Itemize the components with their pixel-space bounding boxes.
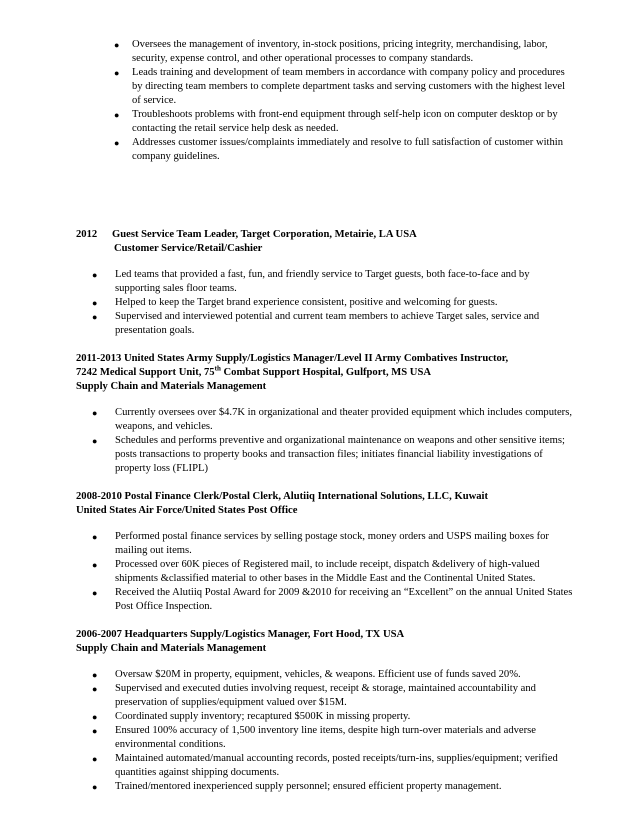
job-year: 2012 (76, 229, 98, 240)
job-section (76, 490, 576, 614)
page-content (76, 36, 576, 794)
job-subtitle: Supply Chain and Materials Management (76, 643, 267, 654)
bullet-list (76, 668, 576, 794)
list-item: ● Trained/mentored inexperienced supply personnel; ensured efficient property management. (92, 781, 502, 792)
bullet-icon: ● (92, 270, 98, 280)
bullet-icon: ● (92, 754, 98, 764)
list-item: ● Supervised and executed duties involving request, receipt & storage, maintained accountability and preservation of supplies/equipment valued over $15M. (92, 683, 536, 708)
bullet-icon: ● (92, 436, 98, 446)
list-item: ● Leads training and development of team members in accordance with company policy and procedures by directing team members to complete department tasks and serving customers with the highest level of service. (114, 67, 566, 106)
bullet-list (76, 530, 576, 614)
bullet-icon: ● (92, 312, 98, 322)
bullet-icon: ● (92, 712, 98, 722)
list-item: ● Maintained automated/manual accounting records, posted receipts/turn-ins, supplies/equipment; verified quantities against shipping documents. (92, 753, 558, 778)
bullet-icon: ● (92, 298, 98, 308)
job-subtitle: United States Air Force/United States Post Office (76, 505, 298, 516)
job-section (76, 228, 576, 338)
list-item: ● Troubleshoots problems with front-end equipment through self-help icon on computer desktop or by contacting the retail service help desk as needed. (114, 109, 558, 134)
list-item: ● Received the Alutiiq Postal Award for 2009 &2010 for receiving an “Excellent” on the annual United States Post Office Inspection. (92, 587, 573, 612)
list-item: ● Supervised and interviewed potential and current team members to achieve Target sales, service and presentation goals. (92, 311, 540, 336)
list-item: ● Helped to keep the Target brand experience consistent, positive and welcoming for guests. (92, 297, 498, 308)
bullet-icon: ● (92, 408, 98, 418)
bullet-icon: ● (92, 560, 98, 570)
list-item: ● Ensured 100% accuracy of 1,500 inventory line items, despite high turn-over materials and adverse environmental conditions. (92, 725, 536, 750)
job-header (76, 228, 576, 242)
bullet-icon: ● (114, 68, 120, 78)
bullet-icon: ● (92, 782, 98, 792)
job-section (76, 628, 576, 794)
bullet-list (76, 406, 576, 476)
list-item: ● Currently oversees over $4.7K in organizational and theater provided equipment which includes computers, weapons, and vehicles. (92, 407, 572, 432)
job-title: Guest Service Team Leader, Target Corporation, Metairie, LA USA (112, 229, 417, 240)
list-item: ● Coordinated supply inventory; recaptured $500K in missing property. (92, 711, 411, 722)
list-item: ● Schedules and performs preventive and organizational maintenance on weapons and other sensitive items; posts transactions to property books and transaction files; initiates financial liability investigations of property loss (FLIPL) (92, 435, 565, 474)
job-location: 7242 Medical Support Unit, 75th Combat Support Hospital, Gulfport, MS USA (76, 364, 431, 378)
list-item: ● Led teams that provided a fast, fun, and friendly service to Target guests, both face-to-face and by supporting sales floor teams. (92, 269, 530, 294)
bullet-icon: ● (92, 588, 98, 598)
bullet-list (76, 268, 576, 338)
list-item: ● Oversees the management of inventory, in-stock positions, pricing integrity, merchandising, labor, security, expense control, and other operational processes to company standards. (114, 39, 548, 64)
bullet-icon: ● (92, 726, 98, 736)
bullet-icon: ● (114, 110, 120, 120)
job-subtitle: Customer Service/Retail/Cashier (114, 243, 263, 254)
bullet-icon: ● (92, 684, 98, 694)
job-section (76, 352, 576, 476)
bullet-icon: ● (92, 670, 98, 680)
job-subtitle: Supply Chain and Materials Management (76, 381, 267, 392)
list-item: ● Addresses customer issues/complaints immediately and resolve to full satisfaction of customer within company guidelines. (114, 137, 564, 162)
bullet-icon: ● (92, 532, 98, 542)
bullet-icon: ● (114, 40, 120, 50)
job-title: 2011-2013 United States Army Supply/Logistics Manager/Level II Army Combatives Instructor, (76, 353, 509, 364)
bullet-list (76, 38, 576, 164)
job-title: 2006-2007 Headquarters Supply/Logistics Manager, Fort Hood, TX USA (76, 629, 405, 640)
job-title: 2008-2010 Postal Finance Clerk/Postal Clerk, Alutiiq International Solutions, LLC, Kuwait (76, 491, 489, 502)
list-item: ● Processed over 60K pieces of Registered mail, to include receipt, dispatch &delivery of high-valued shipments &classified material to other bases in the Middle East and the Continental United States. (92, 559, 540, 584)
bullet-icon: ● (114, 138, 120, 148)
list-item: ● Oversaw $20M in property, equipment, vehicles, & weapons. Efficient use of funds saved 20%. (92, 669, 521, 680)
list-item: ● Performed postal finance services by selling postage stock, money orders and USPS mailing boxes for mailing out items. (92, 531, 549, 556)
